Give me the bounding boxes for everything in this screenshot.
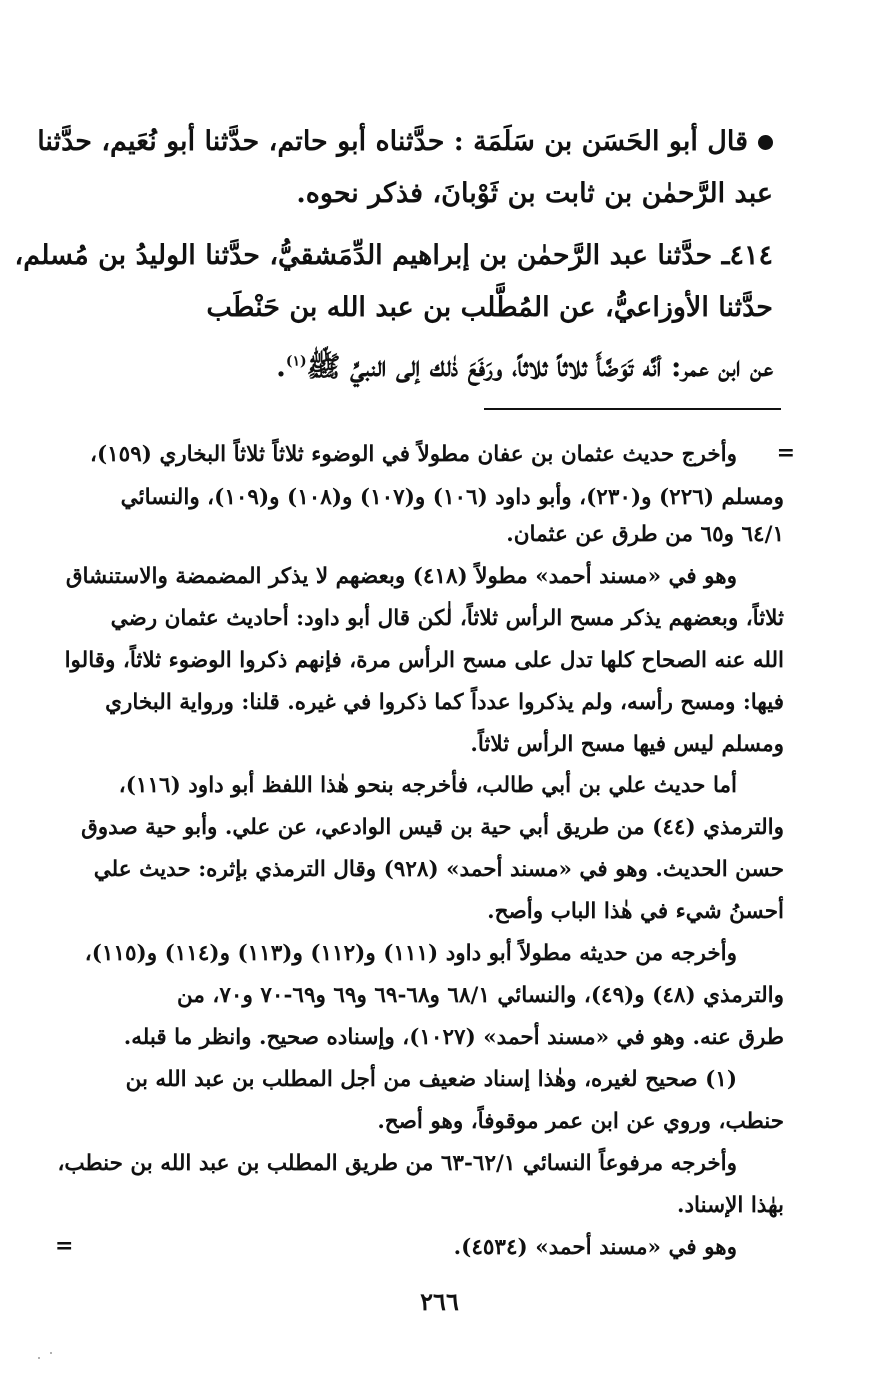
main-paragraph-line [276, 350, 773, 390]
footnote-line: الله عنه الصحاح كلها تدل على مسح الرأس مرة، فإنهم ذكروا الوضوء ثلاثاً، وقالوا [64, 648, 784, 673]
footnote-line: فيها: ومسح رأسه، ولم يذكروا عدداً كما ذكروا في غيره. قلنا: ورواية البخاري [105, 690, 784, 715]
footnote-reference: (١) [285, 353, 307, 370]
main-paragraph-line [37, 126, 773, 157]
footnote-line: حنطب، وروي عن ابن عمر موقوفاً، وهو أصح. [377, 1109, 784, 1134]
footnote-line: ٦٤/١ و٦٥ من طرق عن عثمان. [506, 522, 784, 547]
footnote-line: وأخرجه مرفوعاً النسائي ٦٢/١-٦٣ من طريق المطلب بن عبد الله بن حنطب، [57, 1151, 737, 1176]
footnote-line: بهٰذا الإسناد. [677, 1193, 784, 1218]
footnote-line: أحسنُ شيء في هٰذا الباب وأصح. [487, 899, 784, 924]
footnote-line: والترمذي (٤٨) و(٤٩)، والنسائي ٦٨/١ و٦٨-٦٩ و٦٩ و٦٩-٧٠ و٧٠، من [177, 983, 784, 1008]
main-text: . [276, 350, 286, 383]
footnote-line: وأخرج حديث عثمان بن عفان مطولاً في الوضوء ثلاثاً ثلاثاً البخاري (١٥٩)، [90, 442, 737, 467]
scan-speck [38, 1357, 40, 1359]
main-paragraph-line: عبد الرَّحمٰن بن ثابت بن ثَوْبانَ، فذكر نحوه. [296, 178, 773, 209]
continuation-mark: = [55, 1233, 74, 1259]
footnote-line: وأخرجه من حديثه مطولاً أبو داود (١١١) و(١١٢) و(١١٣) و(١١٤) و(١١٥)، [84, 941, 737, 966]
page-number: ٢٦٦ [420, 1287, 459, 1316]
footnote-line: وهو في «مسند أحمد» (٤٥٣٤). [453, 1235, 737, 1260]
footnote-line: ومسلم (٢٢٦) و(٢٣٠)، وأبو داود (١٠٦) و(١٠٧) و(١٠٨) و(١٠٩)، والنسائي [120, 485, 784, 510]
continuation-mark: = [776, 440, 795, 466]
hadith-number-line: ٤١٤ـ حدَّثنا عبد الرَّحمٰن بن إبراهيم الدِّمَشقيُّ، حدَّثنا الوليدُ بن مُسلم، [14, 240, 773, 271]
footnote-line: وهو في «مسند أحمد» مطولاً (٤١٨) وبعضهم لا يذكر المضمضة والاستنشاق [65, 564, 737, 589]
scan-speck [50, 1352, 52, 1354]
footnote-line: والترمذي (٤٤) من طريق أبي حية بن قيس الوادعي، عن علي. وأبو حية صدوق [81, 815, 784, 840]
footnote-line: ومسلم ليس فيها مسح الرأس ثلاثاً. [470, 732, 784, 757]
main-paragraph-line: حدَّثنا الأوزاعيُّ، عن المُطَّلب بن عبد الله بن حَنْطَب [206, 292, 773, 323]
footnote-line: (١) صحيح لغيره، وهٰذا إسناد ضعيف من أجل المطلب بن عبد الله بن [125, 1067, 737, 1092]
footnote-line: طرق عنه. وهو في «مسند أحمد» (١٠٢٧)، وإسناده صحيح. وانظر ما قبله. [123, 1025, 784, 1050]
bullet-icon [758, 135, 773, 150]
footnote-line: ثلاثاً، وبعضهم يذكر مسح الرأس ثلاثاً، لٰكن قال أبو داود: أحاديث عثمان رضي [110, 606, 784, 631]
main-text: عن ابن عمر: أنَّه تَوَضَّأَ ثلاثاً ثلاثاً، ورَفَعَ ذٰلك إلى النبيِّ ﷺ [306, 350, 773, 383]
main-text: قال أبو الحَسَن بن سَلَمَة : حدَّثناه أبو حاتم، حدَّثنا أبو نُعَيم، حدَّثنا [37, 126, 748, 157]
footnote-line: حسن الحديث. وهو في «مسند أحمد» (٩٢٨) وقال الترمذي بإثره: حديث علي [93, 857, 784, 882]
footnote-line: أما حديث علي بن أبي طالب، فأخرجه بنحو هٰذا اللفظ أبو داود (١١٦)، [118, 773, 737, 798]
footnote-separator [484, 408, 781, 410]
